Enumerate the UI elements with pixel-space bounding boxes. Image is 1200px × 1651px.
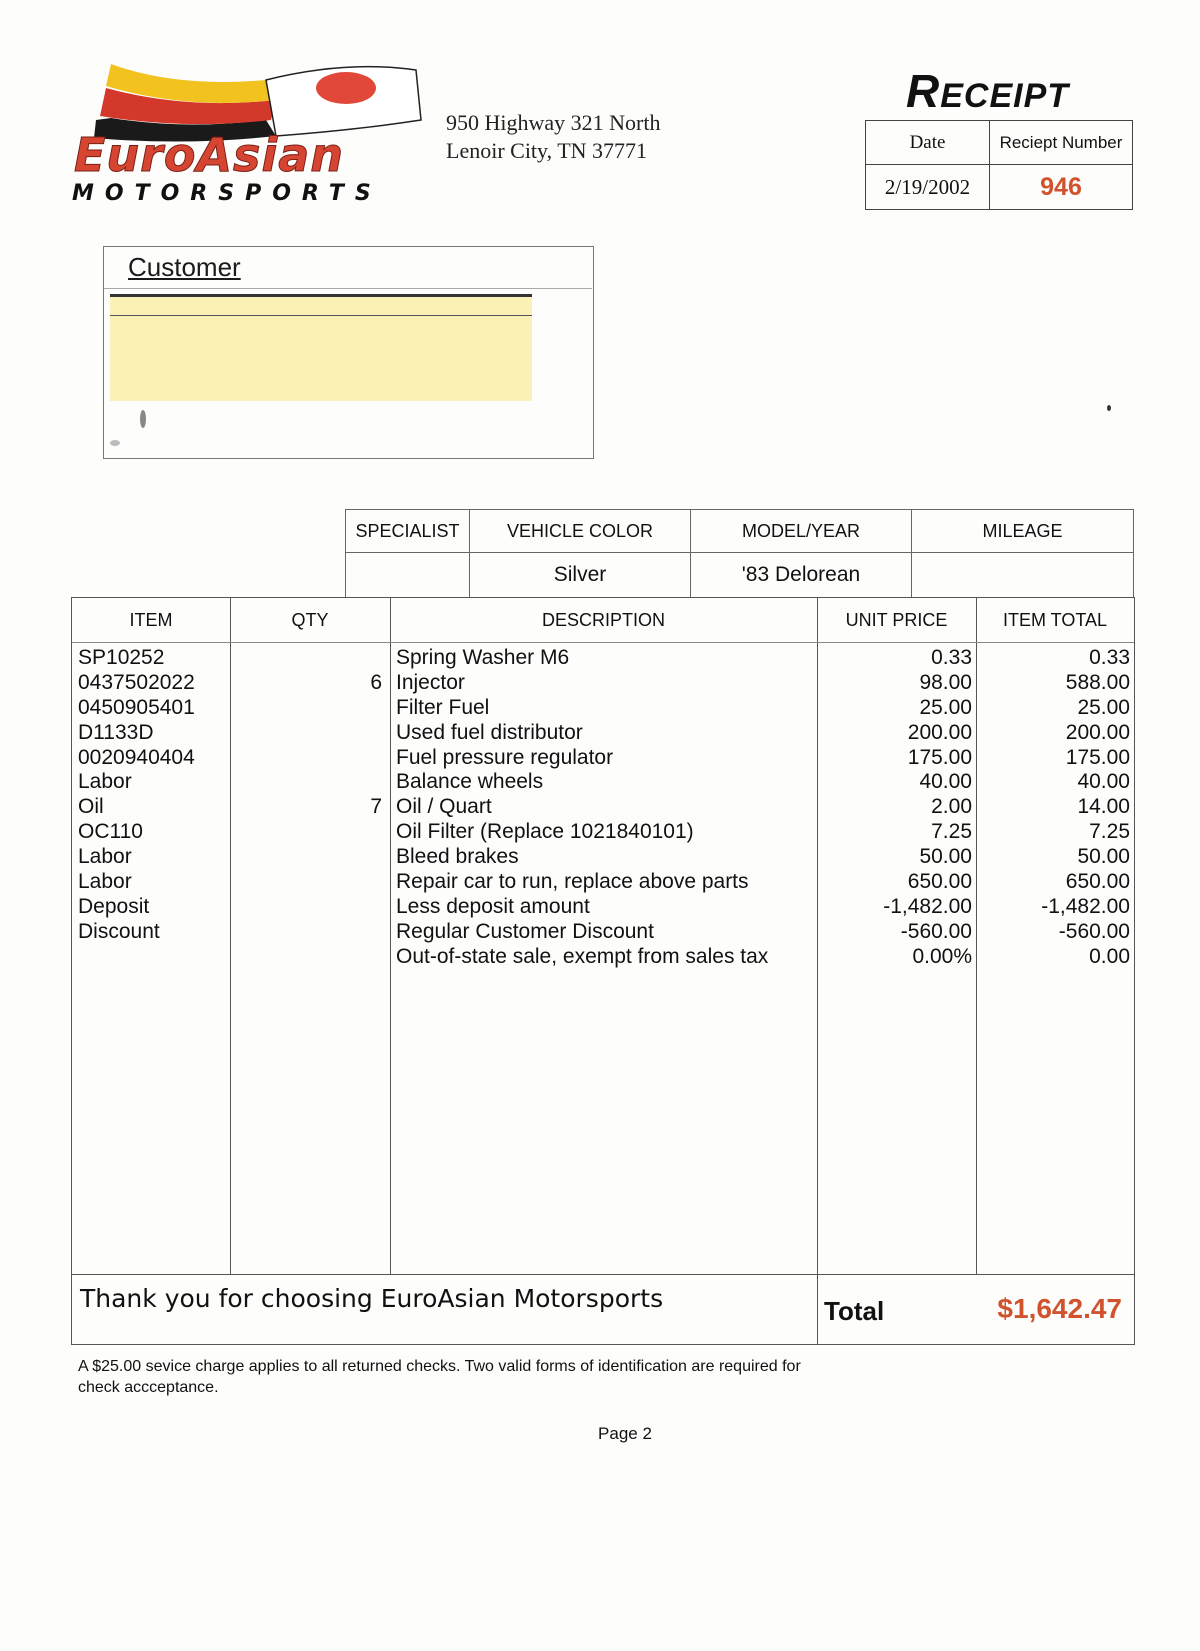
table-cell-total: 40.00 [1077, 770, 1130, 794]
table-cell-description: Bleed brakes [396, 845, 519, 869]
table-cell-description: Less deposit amount [396, 894, 590, 918]
table-cell-total: 175.00 [1065, 745, 1130, 769]
model-year-value: '83 Delorean [690, 553, 911, 597]
table-cell-total: 200.00 [1065, 720, 1130, 744]
footer-divider [72, 1274, 1134, 1275]
table-cell-unit-price: 50.00 [919, 845, 972, 869]
receipt-title [906, 64, 1069, 118]
table-cell-total: 7.25 [1089, 820, 1130, 844]
table-cell-description: Injector [396, 670, 465, 694]
company-logo-subtitle: MOTORSPORTS [72, 181, 382, 206]
table-cell-description: Repair car to run, replace above parts [396, 870, 749, 894]
table-cell-unit-price: 200.00 [907, 720, 972, 744]
receipt-date: 2/19/2002 [866, 165, 990, 209]
receipt-number-label: Reciept Number [990, 121, 1132, 165]
table-cell-total: 50.00 [1077, 845, 1130, 869]
table-cell-description: Oil / Quart [396, 795, 492, 819]
table-cell-item: 0437502022 [78, 670, 195, 694]
header-divider [72, 642, 1134, 643]
table-cell-qty [232, 945, 382, 970]
date-label: Date [866, 121, 990, 165]
unit-price-column [820, 646, 972, 970]
item-column-header: ITEM [129, 609, 173, 630]
receipt-title-initial: R [906, 65, 941, 117]
table-cell-qty [232, 845, 382, 870]
table-cell-unit-price: 175.00 [907, 745, 972, 769]
qty-column-header: QTY [291, 609, 329, 630]
table-cell-qty [232, 770, 382, 795]
table-cell-unit-price: 2.00 [931, 795, 972, 819]
table-cell-description: Fuel pressure regulator [396, 745, 614, 769]
table-cell-item: Discount [78, 919, 160, 943]
customer-label: Customer [128, 252, 241, 282]
table-cell-qty: 7 [370, 795, 382, 819]
table-cell-qty [232, 721, 382, 746]
table-cell-total: 588.00 [1065, 670, 1130, 694]
customer-redaction [110, 294, 532, 401]
description-column [396, 646, 768, 970]
model-year-header: MODEL/YEAR [690, 509, 911, 553]
table-cell-unit-price: 40.00 [919, 770, 972, 794]
table-cell-description: Filter Fuel [396, 695, 490, 719]
company-logo-name: EuroAsian [74, 128, 344, 182]
specialist-header: SPECIALIST [345, 509, 469, 553]
table-cell-total: 0.00 [1089, 944, 1130, 968]
thank-you-message: Thank you for choosing EuroAsian Motorsports [80, 1284, 664, 1313]
logo-sun [316, 72, 376, 104]
table-cell-qty [232, 646, 382, 671]
table-cell-item [78, 945, 195, 970]
table-cell-unit-price: 0.00% [912, 944, 972, 968]
table-cell-unit-price: 25.00 [919, 695, 972, 719]
column-divider [230, 598, 231, 1274]
address-line-2: Lenoir City, TN 37771 [446, 138, 648, 163]
items-table [71, 597, 1135, 1345]
table-cell-item: SP10252 [78, 646, 165, 669]
table-cell-item: Deposit [78, 894, 150, 918]
table-cell-qty [232, 696, 382, 721]
column-divider [817, 598, 818, 1274]
table-cell-qty [232, 895, 382, 920]
scan-speck [1107, 405, 1111, 411]
table-cell-unit-price: 650.00 [907, 870, 972, 894]
table-cell-qty [232, 820, 382, 845]
table-cell-unit-price: -1,482.00 [883, 894, 972, 918]
vehicle-info-table [345, 509, 1134, 597]
item-total-column-header: ITEM TOTAL [1002, 609, 1108, 630]
table-cell-item: D1133D [78, 720, 154, 744]
returned-check-note: A $25.00 sevice charge applies to all returned checks. Two valid forms of identification are required for check accceptance. [78, 1358, 801, 1396]
mileage-value [911, 553, 1134, 597]
redaction-line [110, 315, 532, 316]
table-cell-total: -1,482.00 [1041, 894, 1130, 918]
total-amount: $1,642.47 [997, 1293, 1122, 1324]
scan-speck [110, 440, 120, 446]
table-cell-description: Spring Washer M6 [396, 646, 570, 669]
table-cell-item: OC110 [78, 820, 143, 844]
table-cell-unit-price: 98.00 [919, 670, 972, 694]
table-cell-qty: 6 [370, 670, 382, 694]
table-cell-total: 0.33 [1089, 646, 1130, 669]
table-cell-item: Labor [78, 770, 132, 794]
table-cell-unit-price: -560.00 [900, 919, 972, 943]
customer-divider [104, 288, 592, 289]
table-cell-item: Oil [78, 795, 104, 819]
qty-column [232, 646, 382, 970]
page-number: Page 2 [598, 1424, 652, 1443]
item-total-column [975, 646, 1130, 970]
table-cell-qty [232, 746, 382, 771]
table-cell-item: 0020940404 [78, 745, 195, 769]
table-cell-description: Used fuel distributor [396, 720, 583, 744]
unit-price-column-header: UNIT PRICE [845, 609, 948, 630]
table-cell-total: -560.00 [1058, 919, 1130, 943]
table-cell-total: 650.00 [1065, 870, 1130, 894]
specialist-value [345, 553, 469, 597]
table-cell-total: 25.00 [1077, 695, 1130, 719]
table-cell-item: Labor [78, 870, 132, 894]
total-divider [817, 1274, 818, 1345]
item-column [78, 646, 195, 970]
receipt-title-rest: ECEIPT [940, 77, 1070, 115]
table-cell-item: 0450905401 [78, 695, 195, 719]
scan-speck [140, 410, 146, 428]
mileage-header: MILEAGE [911, 509, 1134, 553]
total-label: Total [824, 1296, 885, 1326]
table-cell-description: Regular Customer Discount [396, 919, 654, 943]
table-cell-total: 14.00 [1077, 795, 1130, 819]
table-cell-qty [232, 870, 382, 895]
address-line-1: 950 Highway 321 North [446, 110, 661, 135]
table-cell-unit-price: 7.25 [931, 820, 972, 844]
table-cell-item: Labor [78, 845, 132, 869]
receipt-info-box [865, 120, 1133, 210]
table-cell-description: Oil Filter (Replace 1021840101) [396, 820, 694, 844]
table-cell-unit-price: 0.33 [931, 646, 972, 669]
table-cell-description: Out-of-state sale, exempt from sales tax [396, 944, 769, 968]
vehicle-color-value: Silver [469, 553, 690, 597]
table-cell-description: Balance wheels [396, 770, 544, 794]
receipt-number: 946 [1040, 172, 1082, 201]
column-divider [390, 598, 391, 1274]
table-cell-qty [232, 920, 382, 945]
vehicle-color-header: VEHICLE COLOR [469, 509, 690, 553]
description-column-header: DESCRIPTION [541, 609, 665, 630]
